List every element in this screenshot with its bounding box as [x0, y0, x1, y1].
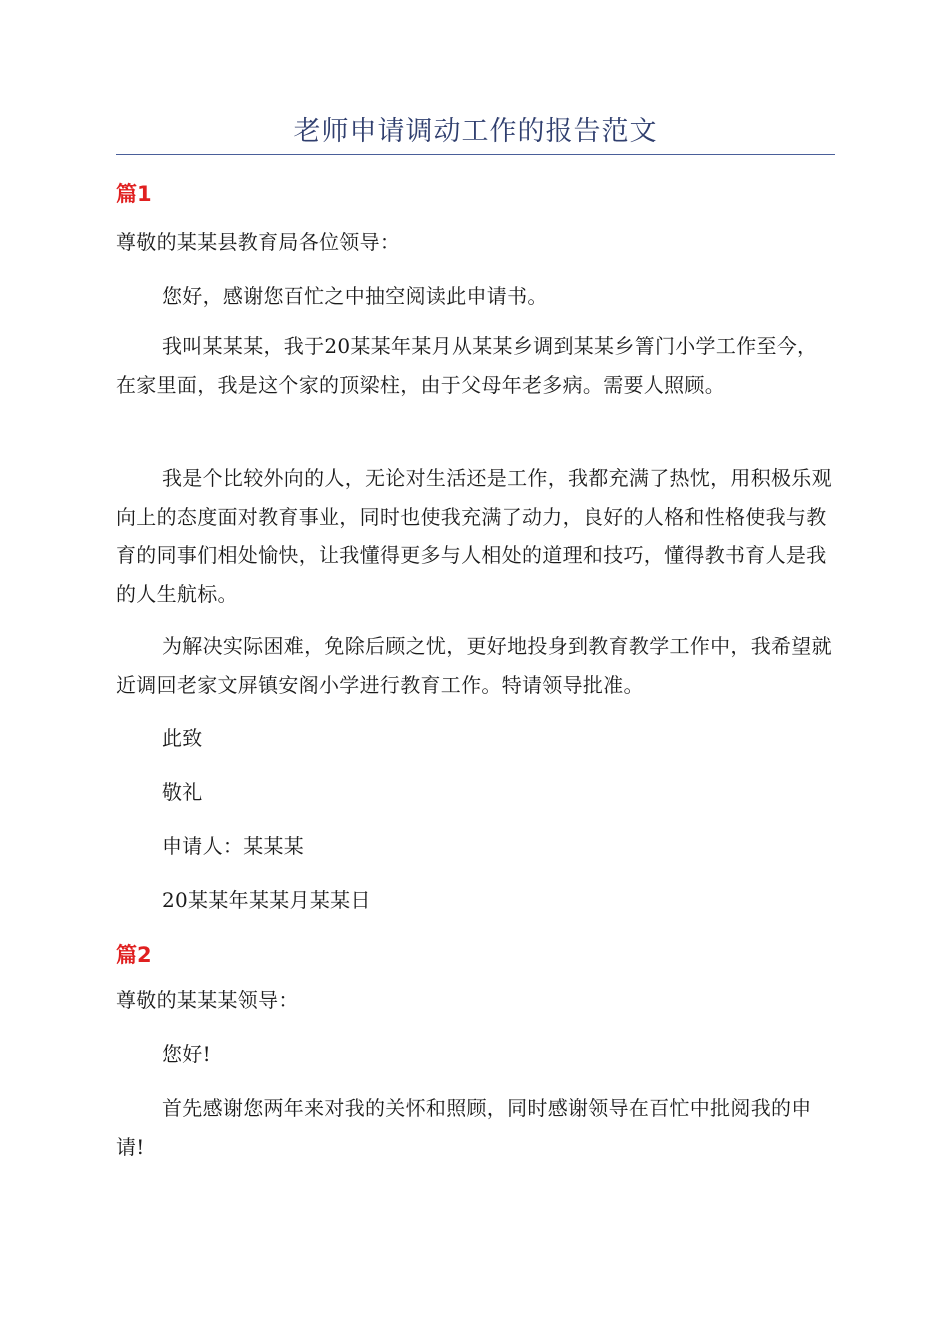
closing-line: 敬礼: [162, 780, 203, 804]
paragraph: 首先感谢您两年来对我的关怀和照顾，同时感谢领导在百忙中批阅我的申请!: [116, 1096, 812, 1159]
paragraph: 我是个比较外向的人，无论对生活还是工作，我都充满了热忱，用积极乐观向上的态度面对教育事业，同时也使我充满了动力，良好的人格和性格使我与教育的同事们相处愉快，让我懂得更多与人相处的道理和技巧，懂得教书育人是我的人生航标。: [116, 466, 832, 606]
paragraph: 为解决实际困难，免除后顾之忧，更好地投身到教育教学工作中，我希望就近调回老家文屏镇安阁小学进行教育工作。特请领导批准。: [116, 634, 832, 697]
greeting: 您好，感谢您百忙之中抽空阅读此申请书。: [162, 284, 548, 308]
document-title: 老师申请调动工作的报告范文: [293, 116, 658, 147]
closing-line: 此致: [162, 726, 203, 750]
section-heading-1: 篇1: [116, 182, 152, 206]
title-underline: [116, 154, 835, 155]
salutation: 尊敬的某某县教育局各位领导：: [116, 230, 401, 254]
paragraph: 我叫某某某，我于20某某年某月从某某乡调到某某乡箐门小学工作至今，在家里面，我是这个家的顶梁柱，由于父母年老多病。需要人照顾。: [116, 334, 818, 397]
salutation: 尊敬的某某某领导：: [116, 988, 299, 1012]
section-heading-2: 篇2: [116, 943, 152, 967]
applicant-line: 申请人：某某某: [162, 834, 305, 858]
date-line: 20某某年某某月某某日: [162, 888, 371, 912]
greeting: 您好!: [162, 1042, 211, 1066]
